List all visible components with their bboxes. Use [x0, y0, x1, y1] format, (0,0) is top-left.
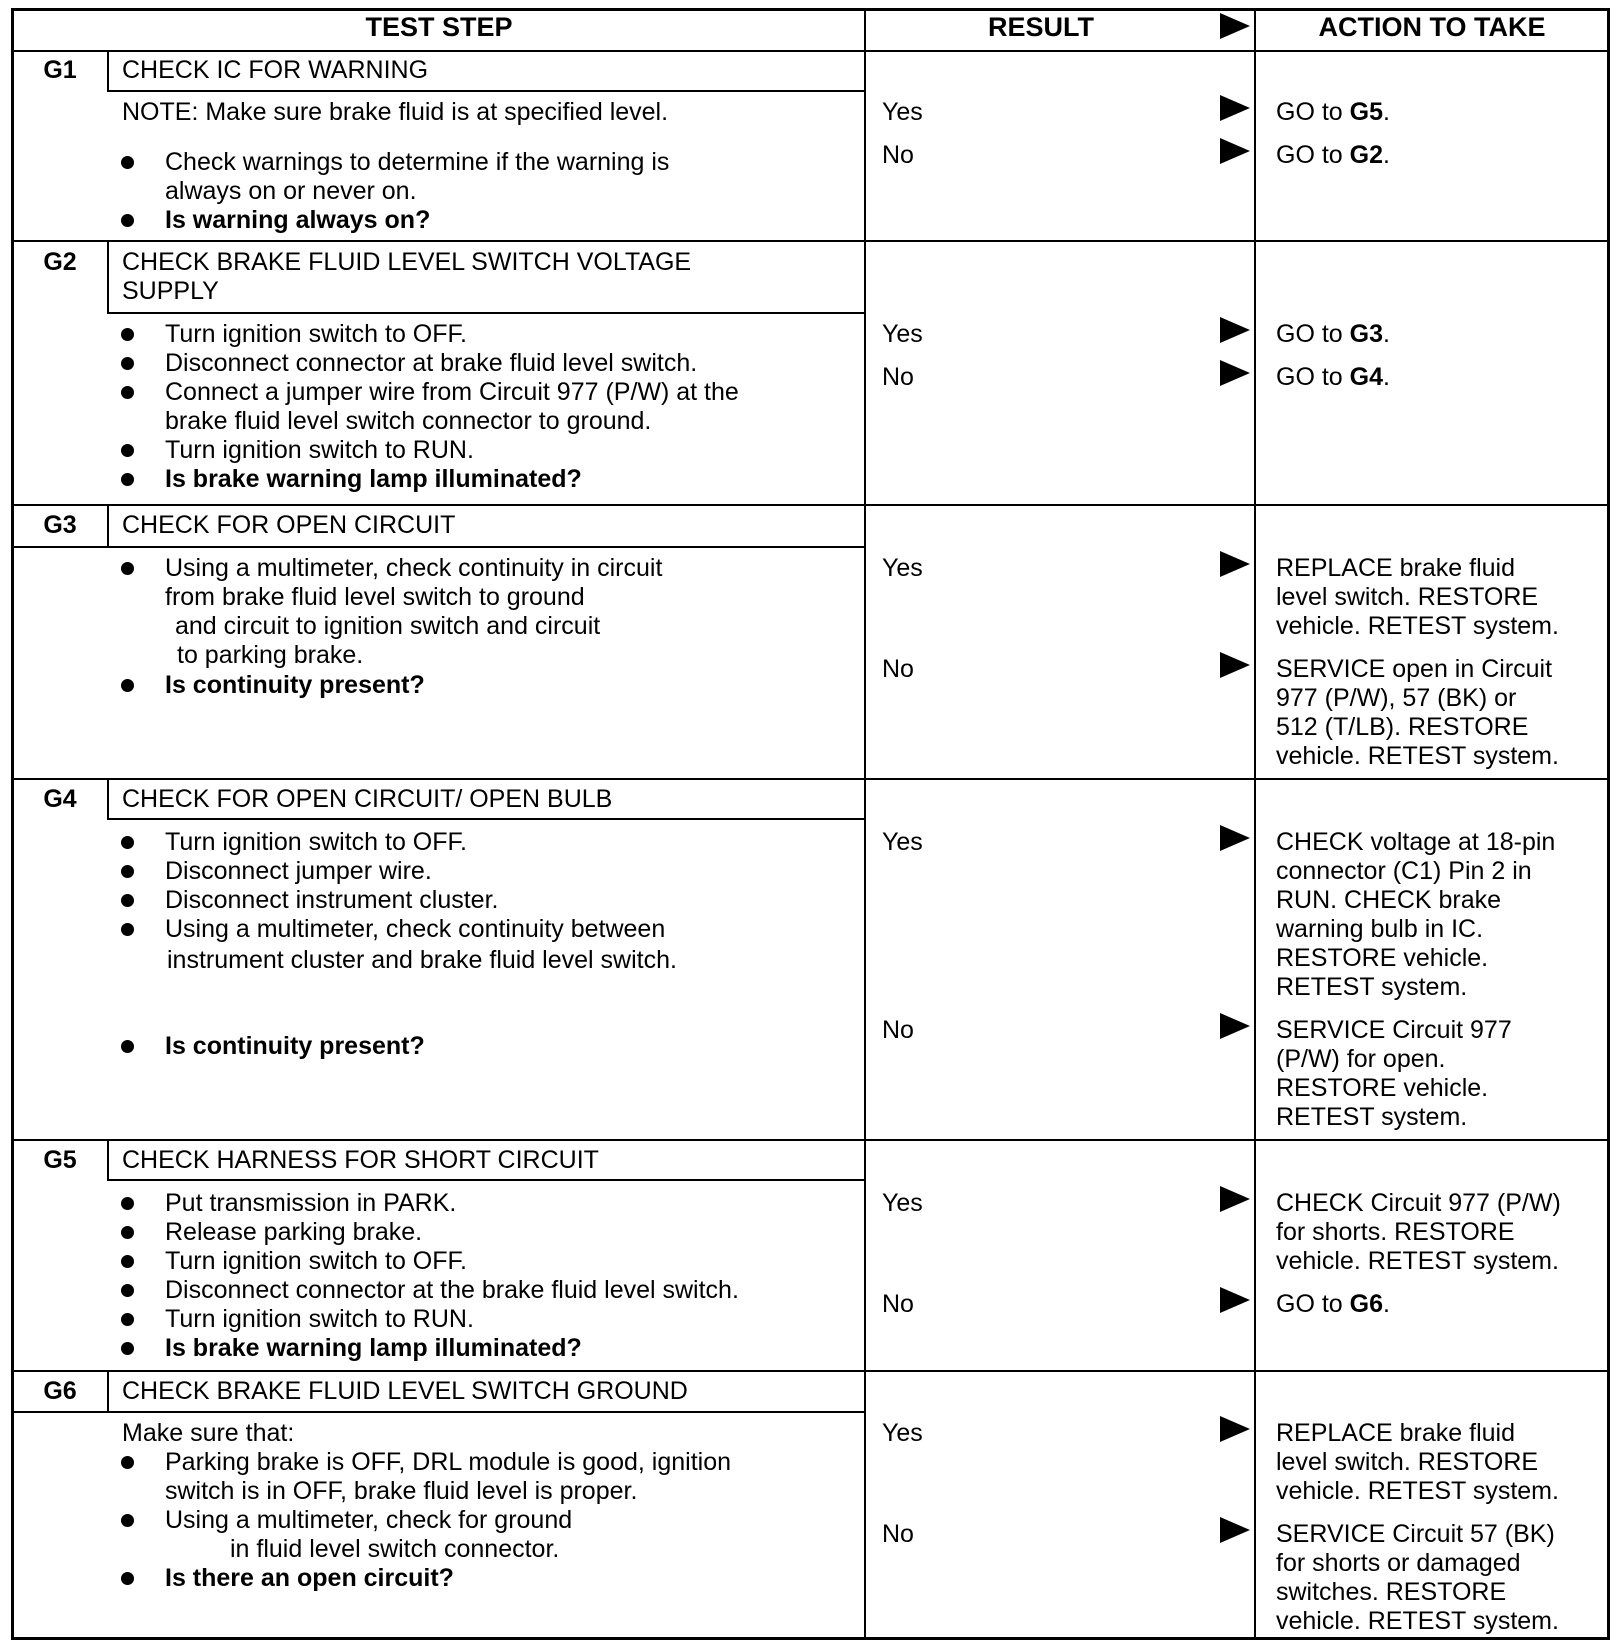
- g4-action-yes-line-6: RETEST system.: [1276, 973, 1468, 1001]
- g3-action-yes-line-3: vehicle. RETEST system.: [1276, 612, 1559, 640]
- bullet-icon: [121, 679, 134, 692]
- g4-bullet-4-line-1: Using a multimeter, check continuity between: [165, 915, 666, 943]
- table-border-bottom: [11, 1637, 1610, 1640]
- g6-bullet-2-line-1: Using a multimeter, check for ground: [165, 1506, 573, 1534]
- bullet-icon: [121, 1456, 134, 1469]
- g4-bullet-2: Disconnect jumper wire.: [165, 857, 432, 885]
- bullet-icon: [121, 1226, 134, 1239]
- step-id-g4: G4: [43, 785, 77, 813]
- action-suffix: .: [1383, 98, 1390, 126]
- g2-bullet-1: Turn ignition switch to OFF.: [165, 320, 467, 348]
- step-id-g6: G6: [43, 1377, 77, 1405]
- g5-action-yes-line-2: for shorts. RESTORE: [1276, 1218, 1515, 1246]
- g6-bullet-1-line-2: switch is in OFF, brake fluid level is proper.: [165, 1477, 638, 1505]
- result-arrow-icon: [1220, 825, 1250, 851]
- g1-bullet-1-line-1: Check warnings to determine if the warning is: [165, 148, 670, 176]
- result-arrow-icon: [1220, 1013, 1250, 1039]
- action-prefix: GO to: [1276, 98, 1350, 126]
- bullet-icon: [121, 357, 134, 370]
- g5-bullet-4: Disconnect connector at the brake fluid level switch.: [165, 1276, 739, 1304]
- table-border-right: [1607, 8, 1610, 1640]
- step-title-g3: CHECK FOR OPEN CIRCUIT: [122, 511, 456, 539]
- action-prefix: GO to: [1276, 320, 1350, 348]
- g5-result-no: No: [882, 1290, 914, 1318]
- g5-action-no: [1276, 1290, 1390, 1319]
- action-target: G4: [1349, 363, 1383, 391]
- bullet-icon: [121, 1514, 134, 1527]
- g6-title-underline: [11, 1411, 864, 1413]
- g2-bullet-3-line-1: Connect a jumper wire from Circuit 977 (P/W) at the: [165, 378, 739, 406]
- action-target: G2: [1349, 141, 1383, 169]
- g2-bullet-4: Turn ignition switch to RUN.: [165, 436, 474, 464]
- g6-action-yes-line-2: level switch. RESTORE: [1276, 1448, 1539, 1476]
- bullet-icon: [121, 386, 134, 399]
- g3-bullet-1-line-4: to parking brake.: [177, 641, 364, 669]
- step-divider-g4: [11, 778, 1610, 780]
- bullet-icon: [121, 1197, 134, 1210]
- bullet-icon: [121, 1255, 134, 1268]
- g5-bullet-3: Turn ignition switch to OFF.: [165, 1247, 467, 1275]
- g3-action-no-line-1: SERVICE open in Circuit: [1276, 655, 1553, 683]
- step-title-g2-line-2: SUPPLY: [122, 277, 219, 305]
- g5-action-yes-line-1: CHECK Circuit 977 (P/W): [1276, 1189, 1561, 1217]
- bullet-icon: [121, 923, 134, 936]
- g2-result-yes: Yes: [882, 320, 923, 348]
- bullet-icon: [121, 562, 134, 575]
- g5-bullet-1: Put transmission in PARK.: [165, 1189, 457, 1217]
- g1-title-underline: [107, 90, 864, 92]
- g6-bullet-1-line-1: Parking brake is OFF, DRL module is good, ignition: [165, 1448, 732, 1476]
- g3-action-no-line-2: 977 (P/W), 57 (BK) or: [1276, 684, 1517, 712]
- g1-action-no: [1276, 141, 1390, 170]
- g2-result-no: No: [882, 363, 914, 391]
- g3-bullet-1-line-1: Using a multimeter, check continuity in circuit: [165, 554, 663, 582]
- action-suffix: .: [1383, 1290, 1390, 1318]
- bullet-icon: [121, 328, 134, 341]
- action-suffix: .: [1383, 320, 1390, 348]
- step-divider-g3: [11, 504, 1610, 506]
- g4-action-no-line-1: SERVICE Circuit 977: [1276, 1016, 1512, 1044]
- g5-bullet-5: Turn ignition switch to RUN.: [165, 1305, 474, 1333]
- g3-action-yes-line-1: REPLACE brake fluid: [1276, 554, 1516, 582]
- bullet-icon: [121, 1342, 134, 1355]
- step-title-g6: CHECK BRAKE FLUID LEVEL SWITCH GROUND: [122, 1377, 688, 1405]
- g3-bullet-1-line-2: from brake fluid level switch to ground: [165, 583, 585, 611]
- bullet-icon: [121, 865, 134, 878]
- g3-action-no-line-3: 512 (T/LB). RESTORE: [1276, 713, 1529, 741]
- step-id-g5: G5: [43, 1146, 77, 1174]
- g4-result-no: No: [882, 1016, 914, 1044]
- g4-bullet-1: Turn ignition switch to OFF.: [165, 828, 467, 856]
- g1-bullet-1-line-2: always on or never on.: [165, 177, 417, 205]
- g5-action-yes-line-3: vehicle. RETEST system.: [1276, 1247, 1559, 1275]
- step-title-g1: CHECK IC FOR WARNING: [122, 56, 429, 84]
- g3-bullet-1-line-3: and circuit to ignition switch and circuit: [175, 612, 601, 640]
- g5-title-underline: [107, 1179, 864, 1181]
- g4-action-no-line-3: RESTORE vehicle.: [1276, 1074, 1489, 1102]
- g3-title-underline: [11, 546, 864, 548]
- g4-action-yes-line-5: RESTORE vehicle.: [1276, 944, 1489, 972]
- bullet-icon: [121, 894, 134, 907]
- action-target: G6: [1349, 1290, 1383, 1318]
- result-arrow-icon: [1220, 652, 1250, 678]
- g6-result-yes: Yes: [882, 1419, 923, 1447]
- result-arrow-icon: [1220, 551, 1250, 577]
- action-prefix: GO to: [1276, 363, 1350, 391]
- bullet-icon: [121, 473, 134, 486]
- g2-bullet-3-line-2: brake fluid level switch connector to ground.: [165, 407, 652, 435]
- bullet-icon: [121, 1284, 134, 1297]
- column-divider-action: [1254, 8, 1256, 1640]
- bullet-icon: [121, 444, 134, 457]
- result-arrow-icon: [1220, 1517, 1250, 1543]
- step-title-g4: CHECK FOR OPEN CIRCUIT/ OPEN BULB: [122, 785, 613, 813]
- g2-action-yes: [1276, 320, 1390, 349]
- g1-action-yes: [1276, 98, 1390, 127]
- bullet-icon: [121, 214, 134, 227]
- g2-bullet-2: Disconnect connector at brake fluid level switch.: [165, 349, 698, 377]
- header-test-step: TEST STEP: [365, 12, 513, 42]
- g1-bullet-2: Is warning always on?: [165, 206, 431, 234]
- g4-title-underline: [107, 818, 864, 820]
- result-arrow-icon: [1220, 360, 1250, 386]
- g4-action-yes-line-1: CHECK voltage at 18-pin: [1276, 828, 1556, 856]
- action-suffix: .: [1383, 363, 1390, 391]
- g6-note: Make sure that:: [122, 1419, 295, 1447]
- result-arrow-icon: [1220, 1186, 1250, 1212]
- result-arrow-icon: [1220, 1287, 1250, 1313]
- g6-bullet-2-line-2: in fluid level switch connector.: [230, 1535, 560, 1563]
- step-divider-g2: [11, 240, 1610, 242]
- action-target: G3: [1349, 320, 1383, 348]
- step-id-g2: G2: [43, 248, 77, 276]
- g6-action-yes-line-1: REPLACE brake fluid: [1276, 1419, 1516, 1447]
- g3-result-yes: Yes: [882, 554, 923, 582]
- step-divider-g6: [11, 1370, 1610, 1372]
- g3-action-no-line-4: vehicle. RETEST system.: [1276, 742, 1559, 770]
- g3-bullet-2: Is continuity present?: [165, 671, 425, 699]
- action-prefix: GO to: [1276, 141, 1350, 169]
- g4-action-yes-line-2: connector (C1) Pin 2 in: [1276, 857, 1532, 885]
- step-id-g3: G3: [43, 511, 77, 539]
- result-arrow-icon: [1220, 138, 1250, 164]
- g4-bullet-3: Disconnect instrument cluster.: [165, 886, 499, 914]
- action-prefix: GO to: [1276, 1290, 1350, 1318]
- g6-action-yes-line-3: vehicle. RETEST system.: [1276, 1477, 1559, 1505]
- header-action-to-take: ACTION TO TAKE: [1318, 12, 1546, 42]
- bullet-icon: [121, 156, 134, 169]
- g4-action-yes-line-3: RUN. CHECK brake: [1276, 886, 1502, 914]
- header-arrow-icon: [1220, 13, 1250, 39]
- g1-result-no: No: [882, 141, 914, 169]
- g5-result-yes: Yes: [882, 1189, 923, 1217]
- g1-result-yes: Yes: [882, 98, 923, 126]
- g2-action-no: [1276, 363, 1390, 392]
- g4-bullet-5: Is continuity present?: [165, 1032, 425, 1060]
- g4-action-yes-line-4: warning bulb in IC.: [1276, 915, 1484, 943]
- g4-action-no-line-4: RETEST system.: [1276, 1103, 1468, 1131]
- header-result: RESULT: [988, 12, 1094, 42]
- bullet-icon: [121, 1040, 134, 1053]
- bullet-icon: [121, 836, 134, 849]
- g6-bullet-3: Is there an open circuit?: [165, 1564, 454, 1592]
- step-divider-g5: [11, 1139, 1610, 1141]
- g6-action-no-line-4: vehicle. RETEST system.: [1276, 1607, 1559, 1635]
- g3-result-no: No: [882, 655, 914, 683]
- g6-action-no-line-2: for shorts or damaged: [1276, 1549, 1521, 1577]
- result-arrow-icon: [1220, 95, 1250, 121]
- result-arrow-icon: [1220, 1416, 1250, 1442]
- g6-action-no-line-1: SERVICE Circuit 57 (BK): [1276, 1520, 1555, 1548]
- g5-bullet-6: Is brake warning lamp illuminated?: [165, 1334, 582, 1362]
- bullet-icon: [121, 1313, 134, 1326]
- action-target: G5: [1349, 98, 1383, 126]
- g5-bullet-2: Release parking brake.: [165, 1218, 423, 1246]
- result-arrow-icon: [1220, 317, 1250, 343]
- g4-bullet-4-line-2: instrument cluster and brake fluid level switch.: [167, 946, 677, 974]
- step-title-g2-line-1: CHECK BRAKE FLUID LEVEL SWITCH VOLTAGE: [122, 248, 692, 276]
- g2-title-underline: [107, 312, 864, 314]
- header-divider: [11, 50, 1610, 52]
- g4-action-no-line-2: (P/W) for open.: [1276, 1045, 1446, 1073]
- column-divider-result: [864, 8, 866, 1640]
- g3-action-yes-line-2: level switch. RESTORE: [1276, 583, 1539, 611]
- g4-result-yes: Yes: [882, 828, 923, 856]
- bullet-icon: [121, 1572, 134, 1585]
- g1-note: NOTE: Make sure brake fluid is at specified level.: [122, 98, 669, 126]
- g6-action-no-line-3: switches. RESTORE: [1276, 1578, 1507, 1606]
- g2-bullet-5: Is brake warning lamp illuminated?: [165, 465, 582, 493]
- step-id-g1: G1: [43, 56, 77, 84]
- step-title-g5: CHECK HARNESS FOR SHORT CIRCUIT: [122, 1146, 599, 1174]
- g6-result-no: No: [882, 1520, 914, 1548]
- action-suffix: .: [1383, 141, 1390, 169]
